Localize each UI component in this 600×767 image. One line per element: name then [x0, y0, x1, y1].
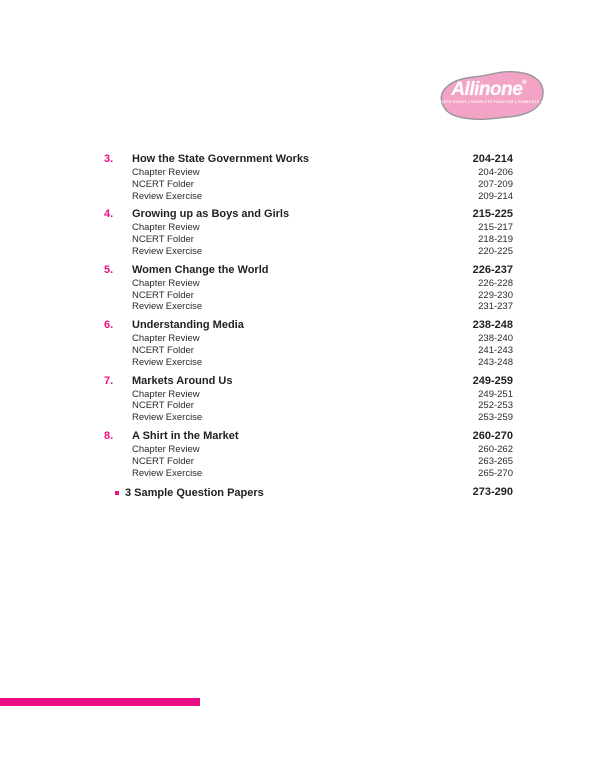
subitem-row [104, 357, 513, 369]
subitem-label: Review Exercise [132, 356, 203, 368]
subitem-page-range: 241-243 [478, 344, 513, 356]
subitem-row [104, 191, 513, 203]
chapter-subitems [104, 222, 513, 257]
sample-papers-left [104, 486, 473, 501]
chapter-entry [104, 150, 513, 202]
chapter-number: 4. [104, 208, 114, 221]
subitem-label: Review Exercise [132, 245, 203, 257]
logo-text [430, 79, 569, 105]
chapter-page-range: 204-214 [472, 153, 513, 165]
chapter-number: 6. [104, 319, 114, 332]
chapter-entry [104, 372, 513, 424]
subitem-page-range: 204-206 [478, 167, 513, 178]
chapter-row [104, 205, 513, 222]
subitem-page-range: 209-214 [478, 190, 513, 202]
chapter-subitems [104, 389, 513, 424]
logo-wordmark: Allinone® [451, 79, 527, 100]
chapter-number: 3. [104, 153, 114, 165]
chapter-subitems [104, 333, 513, 368]
subitem-label: Chapter Review [132, 443, 200, 455]
subitem-label: Chapter Review [132, 388, 200, 400]
chapter-title: Understanding Media [132, 319, 244, 332]
subitem-label: Chapter Review [132, 167, 200, 178]
chapter-row [104, 372, 513, 389]
subitem-label: Chapter Review [132, 222, 200, 234]
chapter-title: Growing up as Boys and Girls [132, 208, 290, 221]
subitem-row [104, 333, 513, 345]
subitem-page-range: 243-248 [478, 356, 513, 368]
subitem-page-range: 238-240 [478, 333, 513, 345]
subitem-label: NCERT Folder [132, 344, 194, 356]
subitem-row [104, 456, 513, 468]
bottom-accent-bar [0, 698, 200, 706]
subitem-label: Review Exercise [132, 301, 203, 313]
subitem-row [104, 345, 513, 357]
subitem-row [104, 246, 513, 258]
chapter-row [104, 427, 513, 444]
subitem-page-range: 218-219 [478, 234, 513, 246]
subitem-label: Chapter Review [132, 277, 200, 289]
subitem-row [104, 389, 513, 401]
subitem-page-range: 207-209 [478, 178, 513, 190]
subitem-page-range: 220-225 [478, 245, 513, 257]
chapter-entry [104, 261, 513, 313]
subitem-page-range: 231-237 [478, 301, 513, 313]
toc-list [104, 150, 513, 501]
chapter-title: A Shirt in the Market [132, 429, 239, 442]
chapter-entry [104, 427, 513, 479]
chapter-page-range: 260-270 [472, 429, 513, 442]
subitem-label: NCERT Folder [132, 455, 194, 467]
sample-papers-row [104, 485, 513, 501]
subitem-label: NCERT Folder [132, 289, 194, 301]
subitem-label: Review Exercise [132, 467, 203, 479]
subitem-row [104, 468, 513, 480]
subitem-row [104, 290, 513, 302]
subitem-label: NCERT Folder [132, 234, 194, 246]
sample-papers-title: 3 Sample Question Papers [125, 486, 264, 499]
subitem-label: Review Exercise [132, 190, 203, 202]
subitem-row [104, 400, 513, 412]
chapter-number: 5. [104, 263, 114, 276]
logo-tagline: COMPLETE STUDY | COMPLETE PRACTICE | COMPLETE ASSESSMENT [430, 100, 569, 104]
chapter-title: Markets Around Us [132, 374, 233, 387]
subitem-page-range: 252-253 [478, 400, 513, 412]
chapter-entry [104, 316, 513, 368]
bullet-icon [115, 491, 119, 495]
subitem-row [104, 301, 513, 313]
chapter-number: 7. [104, 374, 114, 387]
chapter-subitems [104, 278, 513, 313]
subitem-page-range: 249-251 [478, 388, 513, 400]
subitem-row [104, 222, 513, 234]
chapter-subitems [104, 444, 513, 479]
allinone-logo [430, 67, 569, 123]
registered-mark: ® [522, 80, 527, 86]
chapter-page-range: 215-225 [472, 208, 513, 221]
chapter-title: Women Change the World [132, 263, 269, 276]
subitem-page-range: 226-228 [478, 277, 513, 289]
toc-chapters [104, 150, 513, 479]
subitem-row [104, 234, 513, 246]
chapter-subitems [104, 167, 513, 202]
subitem-row [104, 179, 513, 191]
subitem-label: Chapter Review [132, 333, 200, 345]
chapter-number: 8. [104, 429, 114, 442]
chapter-page-range: 249-259 [472, 374, 513, 387]
chapter-page-range: 238-248 [472, 319, 513, 332]
subitem-label: NCERT Folder [132, 178, 194, 190]
chapter-row [104, 316, 513, 333]
subitem-page-range: 265-270 [478, 467, 513, 479]
chapter-row [104, 261, 513, 278]
subitem-page-range: 215-217 [478, 222, 513, 234]
subitem-row [104, 278, 513, 290]
subitem-page-range: 253-259 [478, 412, 513, 424]
subitem-page-range: 263-265 [478, 455, 513, 467]
subitem-row [104, 444, 513, 456]
chapter-entry [104, 205, 513, 257]
chapter-row [104, 150, 513, 167]
subitem-page-range: 229-230 [478, 289, 513, 301]
chapter-title: How the State Government Works [132, 153, 310, 165]
sample-papers-page-range: 273-290 [472, 486, 513, 499]
chapter-page-range: 226-237 [472, 263, 513, 276]
subitem-row [104, 412, 513, 424]
subitem-page-range: 260-262 [478, 443, 513, 455]
subitem-label: NCERT Folder [132, 400, 194, 412]
subitem-row [104, 167, 513, 179]
subitem-label: Review Exercise [132, 412, 203, 424]
